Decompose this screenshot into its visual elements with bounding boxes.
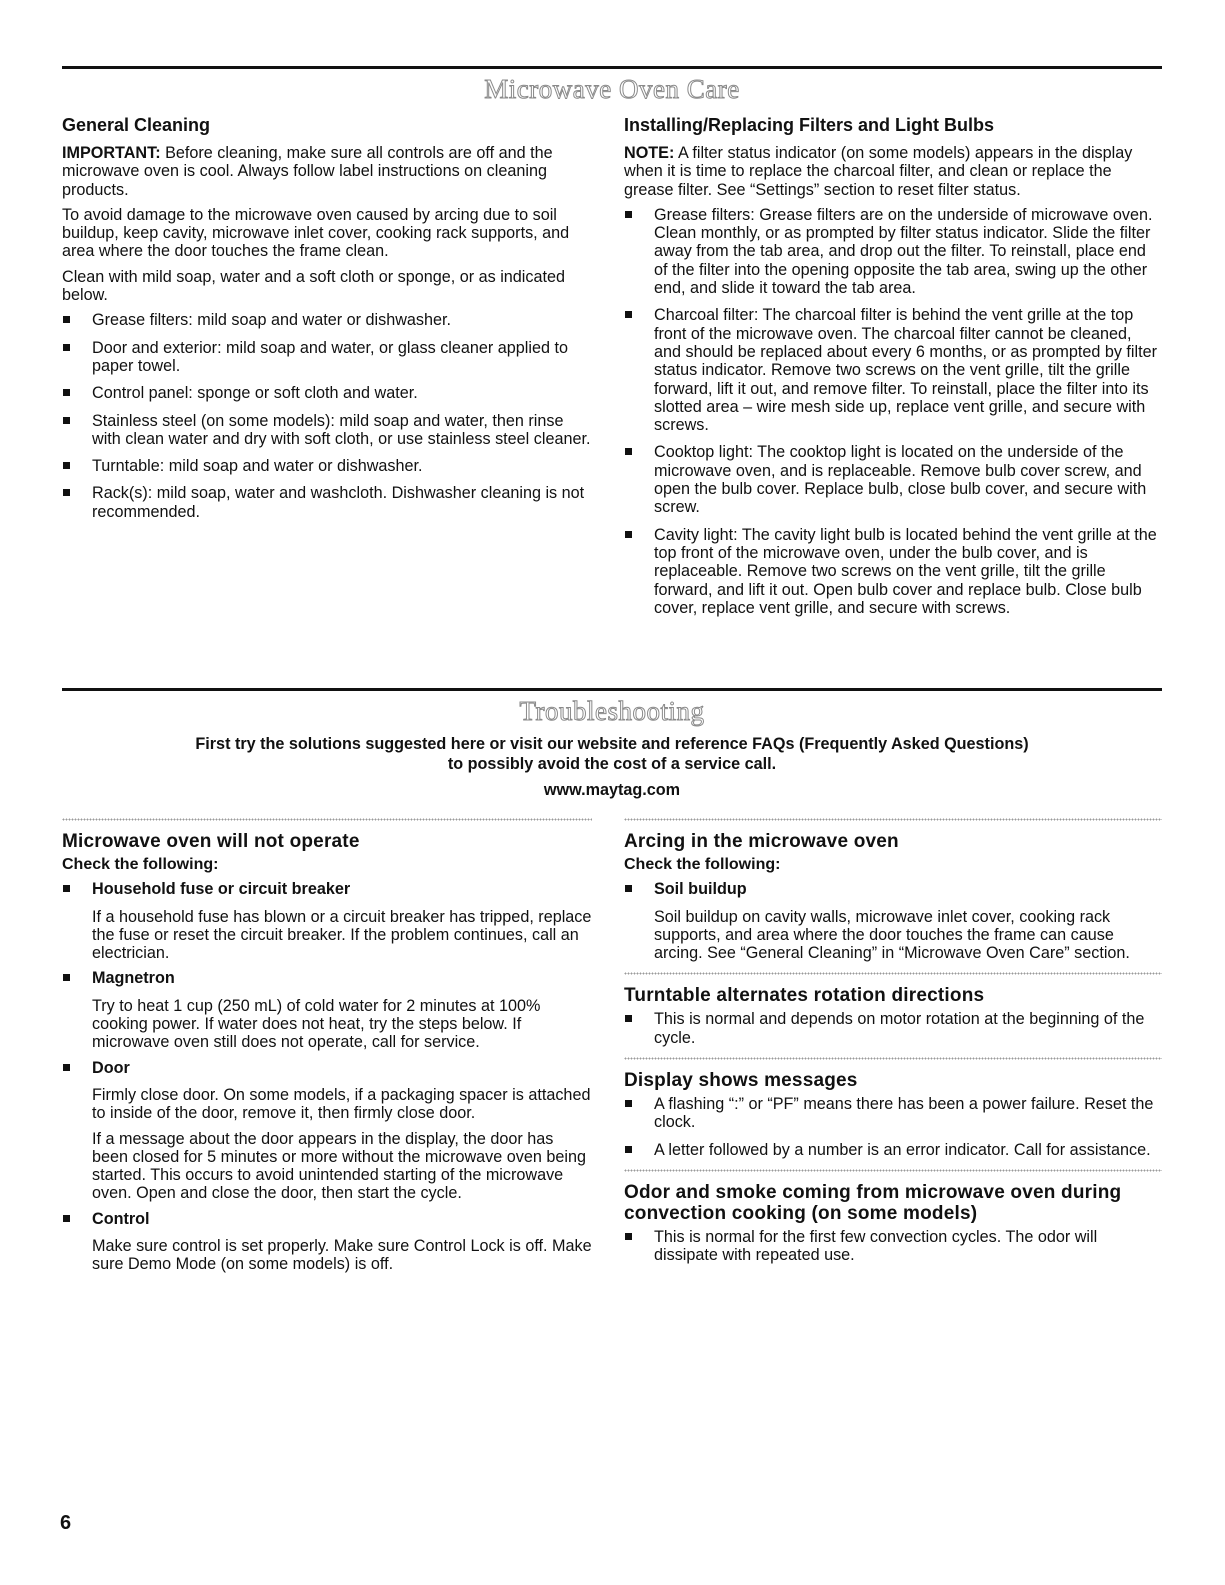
odor-smoke-list xyxy=(624,1228,1162,1265)
list-item: Cavity light: The cavity light bulb is located behind the vent grille at the top front of the microwave oven, under the bulb cover, and is replaceable. Remove two screws on the vent grille, tilt the grille forward, and lift it out. Open bulb cover and replace bulb. Close bulb cover, replace vent grille, and secure with screws. xyxy=(624,526,1162,617)
filter-note-paragraph xyxy=(624,144,1162,199)
causes-list xyxy=(62,969,592,987)
arcing-prevention-paragraph: To avoid damage to the microwave oven caused by arcing due to soil buildup, keep cavity, microwave inlet cover, cooking rack supports, and area where the door touches the frame clean. xyxy=(62,205,570,261)
dotted-divider xyxy=(624,818,1162,821)
check-following-label: Check the following: xyxy=(62,856,219,873)
cause-title-door: Door xyxy=(62,1059,592,1077)
care-top-rule xyxy=(62,66,1162,69)
troubleshoot-left-column xyxy=(62,808,592,1281)
list-item: This is normal for the first few convection cycles. The odor will dissipate with repeated use. xyxy=(624,1228,1162,1265)
arcing-causes xyxy=(624,880,1162,898)
list-item: Charcoal filter: The charcoal filter is behind the vent grille at the top front of the microwave oven. The charcoal filter cannot be cleaned, and should be replaced about every 6 months, or as prompted by filter status indicator. Remove two screws on the vent grille, tilt the grille forward, lift it out, and remove filter. To reinstall, place the filter into its slotted area – wire mesh side up, replace vent grille, and secure with screws. xyxy=(624,306,1162,434)
list-item: Grease filters: Grease filters are on the underside of microwave oven. Clean monthly, or as prompted by filter status indicator. Slide the filter away from the tab area, and drop out the filter. To reinstall, place end of the filter into the opening opposite the tab area, swing up the other end, and slide it toward the tab area. xyxy=(624,206,1162,297)
clean-with-paragraph: Clean with mild soap, water and a soft cloth or sponge, or as indicated below. xyxy=(62,267,565,305)
list-item: A letter followed by a number is an error indicator. Call for assistance. xyxy=(624,1141,1162,1159)
odor-smoke-heading: Odor and smoke coming from microwave oven during convection cooking (on some models) xyxy=(624,1181,1122,1224)
intro-line-2: to possibly avoid the cost of a service call. xyxy=(447,755,777,773)
filters-bulbs-column xyxy=(624,115,1162,626)
cause-text-door-message: If a message about the door appears in the display, the door has been closed for 5 minutes or more without the microwave oven being started. This occurs to avoid unintended starting of the microwave oven. Open and close the door, then start the cycle. xyxy=(92,1129,586,1203)
list-item: Stainless steel (on some models): mild soap and water, then rinse with clean water and dry with soft cloth, or use stainless steel cleaner. xyxy=(62,412,592,449)
filters-bulbs-heading: Installing/Replacing Filters and Light Bulbs xyxy=(624,115,995,135)
important-text: Before cleaning, make sure all controls are off and the microwave oven is cool. Always follow label instructions on cleaning products. xyxy=(62,144,553,199)
troubleshooting-section-title: Troubleshooting xyxy=(519,696,705,726)
dotted-divider xyxy=(624,1169,1162,1172)
turntable-list xyxy=(624,1010,1162,1047)
cleaning-list xyxy=(62,311,592,521)
cause-title-magnetron: Magnetron xyxy=(62,969,592,987)
causes-list xyxy=(62,880,592,898)
display-messages-list xyxy=(624,1095,1162,1159)
page-number: 6 xyxy=(60,1512,72,1534)
troubleshooting-intro xyxy=(62,734,1162,800)
dotted-divider xyxy=(62,818,592,821)
dotted-divider xyxy=(624,1057,1162,1060)
cause-text-door: Firmly close door. On some models, if a packaging spacer is attached to inside of the door, remove it, then firmly close door. xyxy=(92,1085,591,1123)
list-item: Turntable: mild soap and water or dishwasher. xyxy=(62,457,592,475)
will-not-operate-heading: Microwave oven will not operate xyxy=(62,831,360,852)
care-section-title: Microwave Oven Care xyxy=(484,74,740,104)
general-cleaning-heading: General Cleaning xyxy=(62,115,211,135)
cause-text-fuse: If a household fuse has blown or a circuit breaker has tripped, replace the fuse or reset the circuit breaker. If the problem continues, call an electrician. xyxy=(92,907,592,963)
list-item: Grease filters: mild soap and water or dishwasher. xyxy=(62,311,592,329)
note-label: NOTE: xyxy=(624,144,675,162)
cause-text-soil: Soil buildup on cavity walls, microwave inlet cover, cooking rack supports, and area where the door touches the frame can cause arcing. See “General Cleaning” in “Microwave Oven Care” section. xyxy=(654,907,1130,963)
important-label: IMPORTANT: xyxy=(62,144,161,162)
list-item: Rack(s): mild soap, water and washcloth. Dishwasher cleaning is not recommended. xyxy=(62,484,592,521)
check-following-label: Check the following: xyxy=(624,856,781,873)
arcing-heading: Arcing in the microwave oven xyxy=(624,831,899,852)
list-item: Cooktop light: The cooktop light is located on the underside of the microwave oven, and is replaceable. Remove bulb cover screw, and open the bulb cover. Replace bulb, close bulb cover, and secure with screw. xyxy=(624,443,1162,516)
intro-line-1: First try the solutions suggested here or visit our website and reference FAQs (Frequently Asked Questions) xyxy=(195,735,1029,753)
cause-title-control: Control xyxy=(62,1210,592,1228)
website-link[interactable]: www.maytag.com xyxy=(543,781,681,799)
cause-text-control: Make sure control is set properly. Make sure Control Lock is off. Make sure Demo Mode (on some models) is off. xyxy=(92,1237,592,1274)
list-item: Control panel: sponge or soft cloth and water. xyxy=(62,384,592,402)
note-text: A filter status indicator (on some models) appears in the display when it is time to replace the charcoal filter, and clean or replace the grease filter. See “Settings” section to reset filter status. xyxy=(624,144,1133,199)
troubleshoot-right-column xyxy=(624,808,1162,1274)
troubleshooting-top-rule xyxy=(62,688,1162,691)
list-item: Door and exterior: mild soap and water, or glass cleaner applied to paper towel. xyxy=(62,339,592,376)
list-item: A flashing “:” or “PF” means there has been a power failure. Reset the clock. xyxy=(624,1095,1162,1132)
list-item: This is normal and depends on motor rotation at the beginning of the cycle. xyxy=(624,1010,1162,1047)
causes-list xyxy=(62,1210,592,1228)
filters-list xyxy=(624,206,1162,617)
important-paragraph xyxy=(62,144,592,199)
general-cleaning-column xyxy=(62,115,592,530)
cause-title-soil: Soil buildup xyxy=(624,880,1162,898)
cause-text-magnetron: Try to heat 1 cup (250 mL) of cold water for 2 minutes at 100% cooking power. If water does not heat, try the steps below. If microwave oven still does not operate, call for service. xyxy=(92,996,541,1052)
dotted-divider xyxy=(624,972,1162,975)
cause-title-fuse: Household fuse or circuit breaker xyxy=(62,880,592,898)
causes-list xyxy=(62,1059,592,1077)
display-messages-heading: Display shows messages xyxy=(624,1070,858,1092)
turntable-heading: Turntable alternates rotation directions xyxy=(624,985,985,1007)
